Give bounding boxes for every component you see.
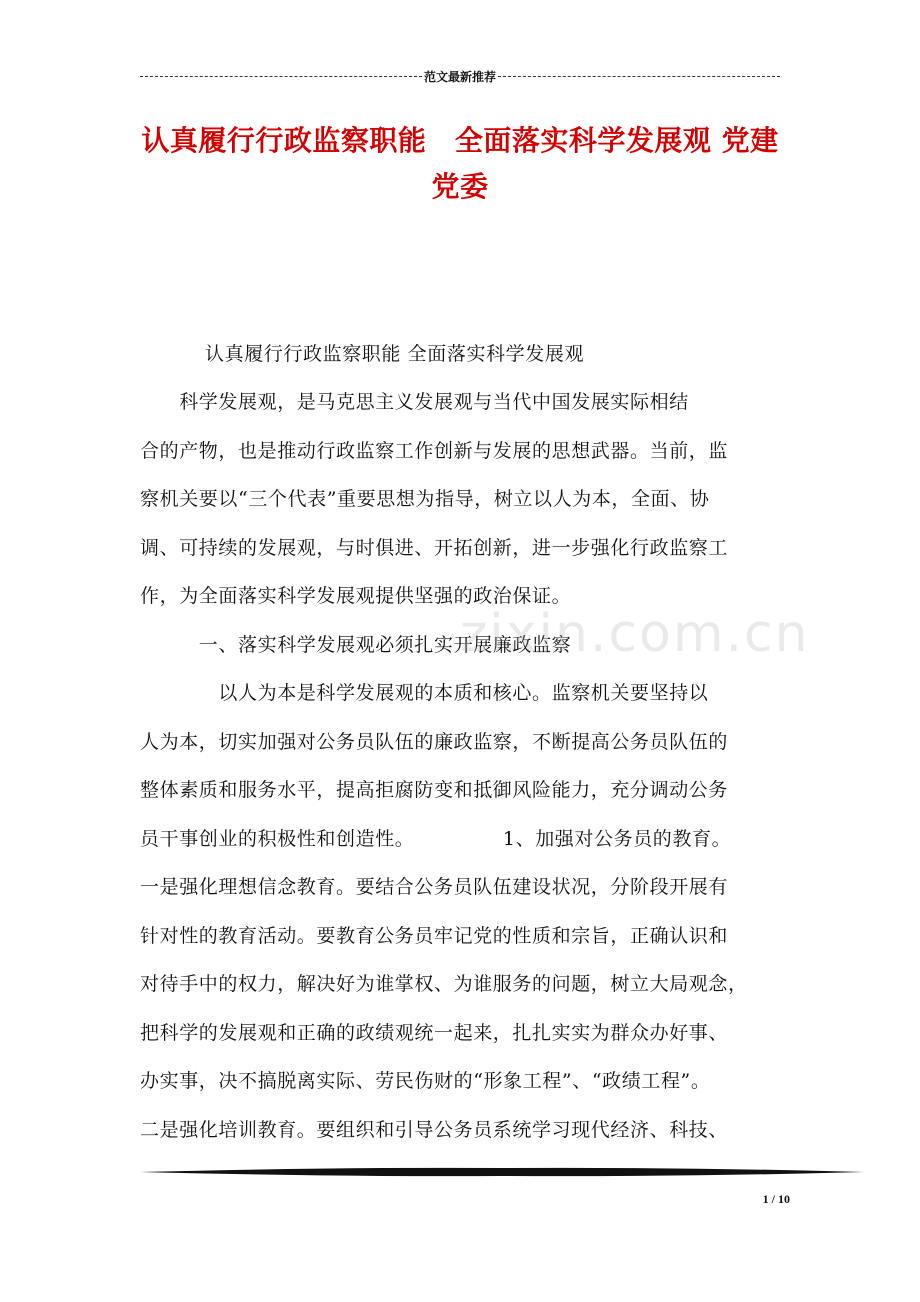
body-text	[140, 378, 785, 1154]
body-line: 对待手中的权力，解决好为谁掌权、为谁服务的问题，树立大局观念，	[140, 973, 748, 995]
body-line: 合的产物，也是推动行政监察工作创新与发展的思想武器。当前，监	[140, 439, 729, 462]
body-line: 一是强化理想信念教育。要结合公务员队伍建设状况，分阶段开展有	[140, 876, 729, 898]
body-line: 以人为本是科学发展观的本质和核心。监察机关要坚持以	[140, 682, 709, 704]
body-line: 调、可持续的发展观，与时俱进、开拓创新，进一步强化行政监察工	[140, 536, 729, 559]
body-line: 察机关要以“三个代表”重要思想为指导，树立以人为本，全面、协	[140, 488, 710, 510]
body-line: 办实事，决不搞脱离实际、劳民伤财的“形象工程”、“政绩工程”。	[140, 1070, 711, 1092]
subheading: 认真履行行政监察职能 全面落实科学发展观	[205, 343, 585, 365]
body-line: 把科学的发展观和正确的政绩观统一起来，扎扎实实为群众办好事、	[140, 1021, 729, 1044]
section-heading: 一、落实科学发展观必须扎实开展廉政监察	[140, 633, 572, 656]
body-line: 科学发展观，是马克思主义发展观与当代中国发展实际相结	[140, 391, 689, 413]
body-line: 整体素质和服务水平，提高拒腐防变和抵御风险能力，充分调动公务	[140, 779, 729, 801]
body-line: 二是强化培训教育。要组织和引导公务员系统学习现代经济、科技、	[140, 1118, 729, 1141]
header-dash-left	[140, 76, 422, 77]
footer-rule	[140, 1166, 864, 1178]
document-title	[140, 118, 780, 210]
header-dash-right	[498, 76, 780, 77]
body-line: 人为本，切实加强对公务员队伍的廉政监察，不断提高公务员队伍的	[140, 730, 729, 753]
title-line-1: 认真履行行政监察职能 全面落实科学发展观 党建	[141, 124, 779, 157]
body-line: 作，为全面落实科学发展观提供坚强的政治保证。	[140, 585, 572, 607]
body-line: 员干事创业的积极性和创造性。 1、加强对公务员的教育。	[140, 827, 732, 850]
title-line-2: 党委	[431, 170, 489, 203]
watermark: zixin.com.cn	[460, 604, 810, 664]
header-label: 范文最新推荐	[424, 69, 497, 84]
page-number: 1 / 10	[762, 1192, 790, 1206]
body-line: 针对性的教育活动。要教育公务员牢记党的性质和宗旨，正确认识和	[140, 924, 729, 947]
page-header	[140, 66, 780, 86]
